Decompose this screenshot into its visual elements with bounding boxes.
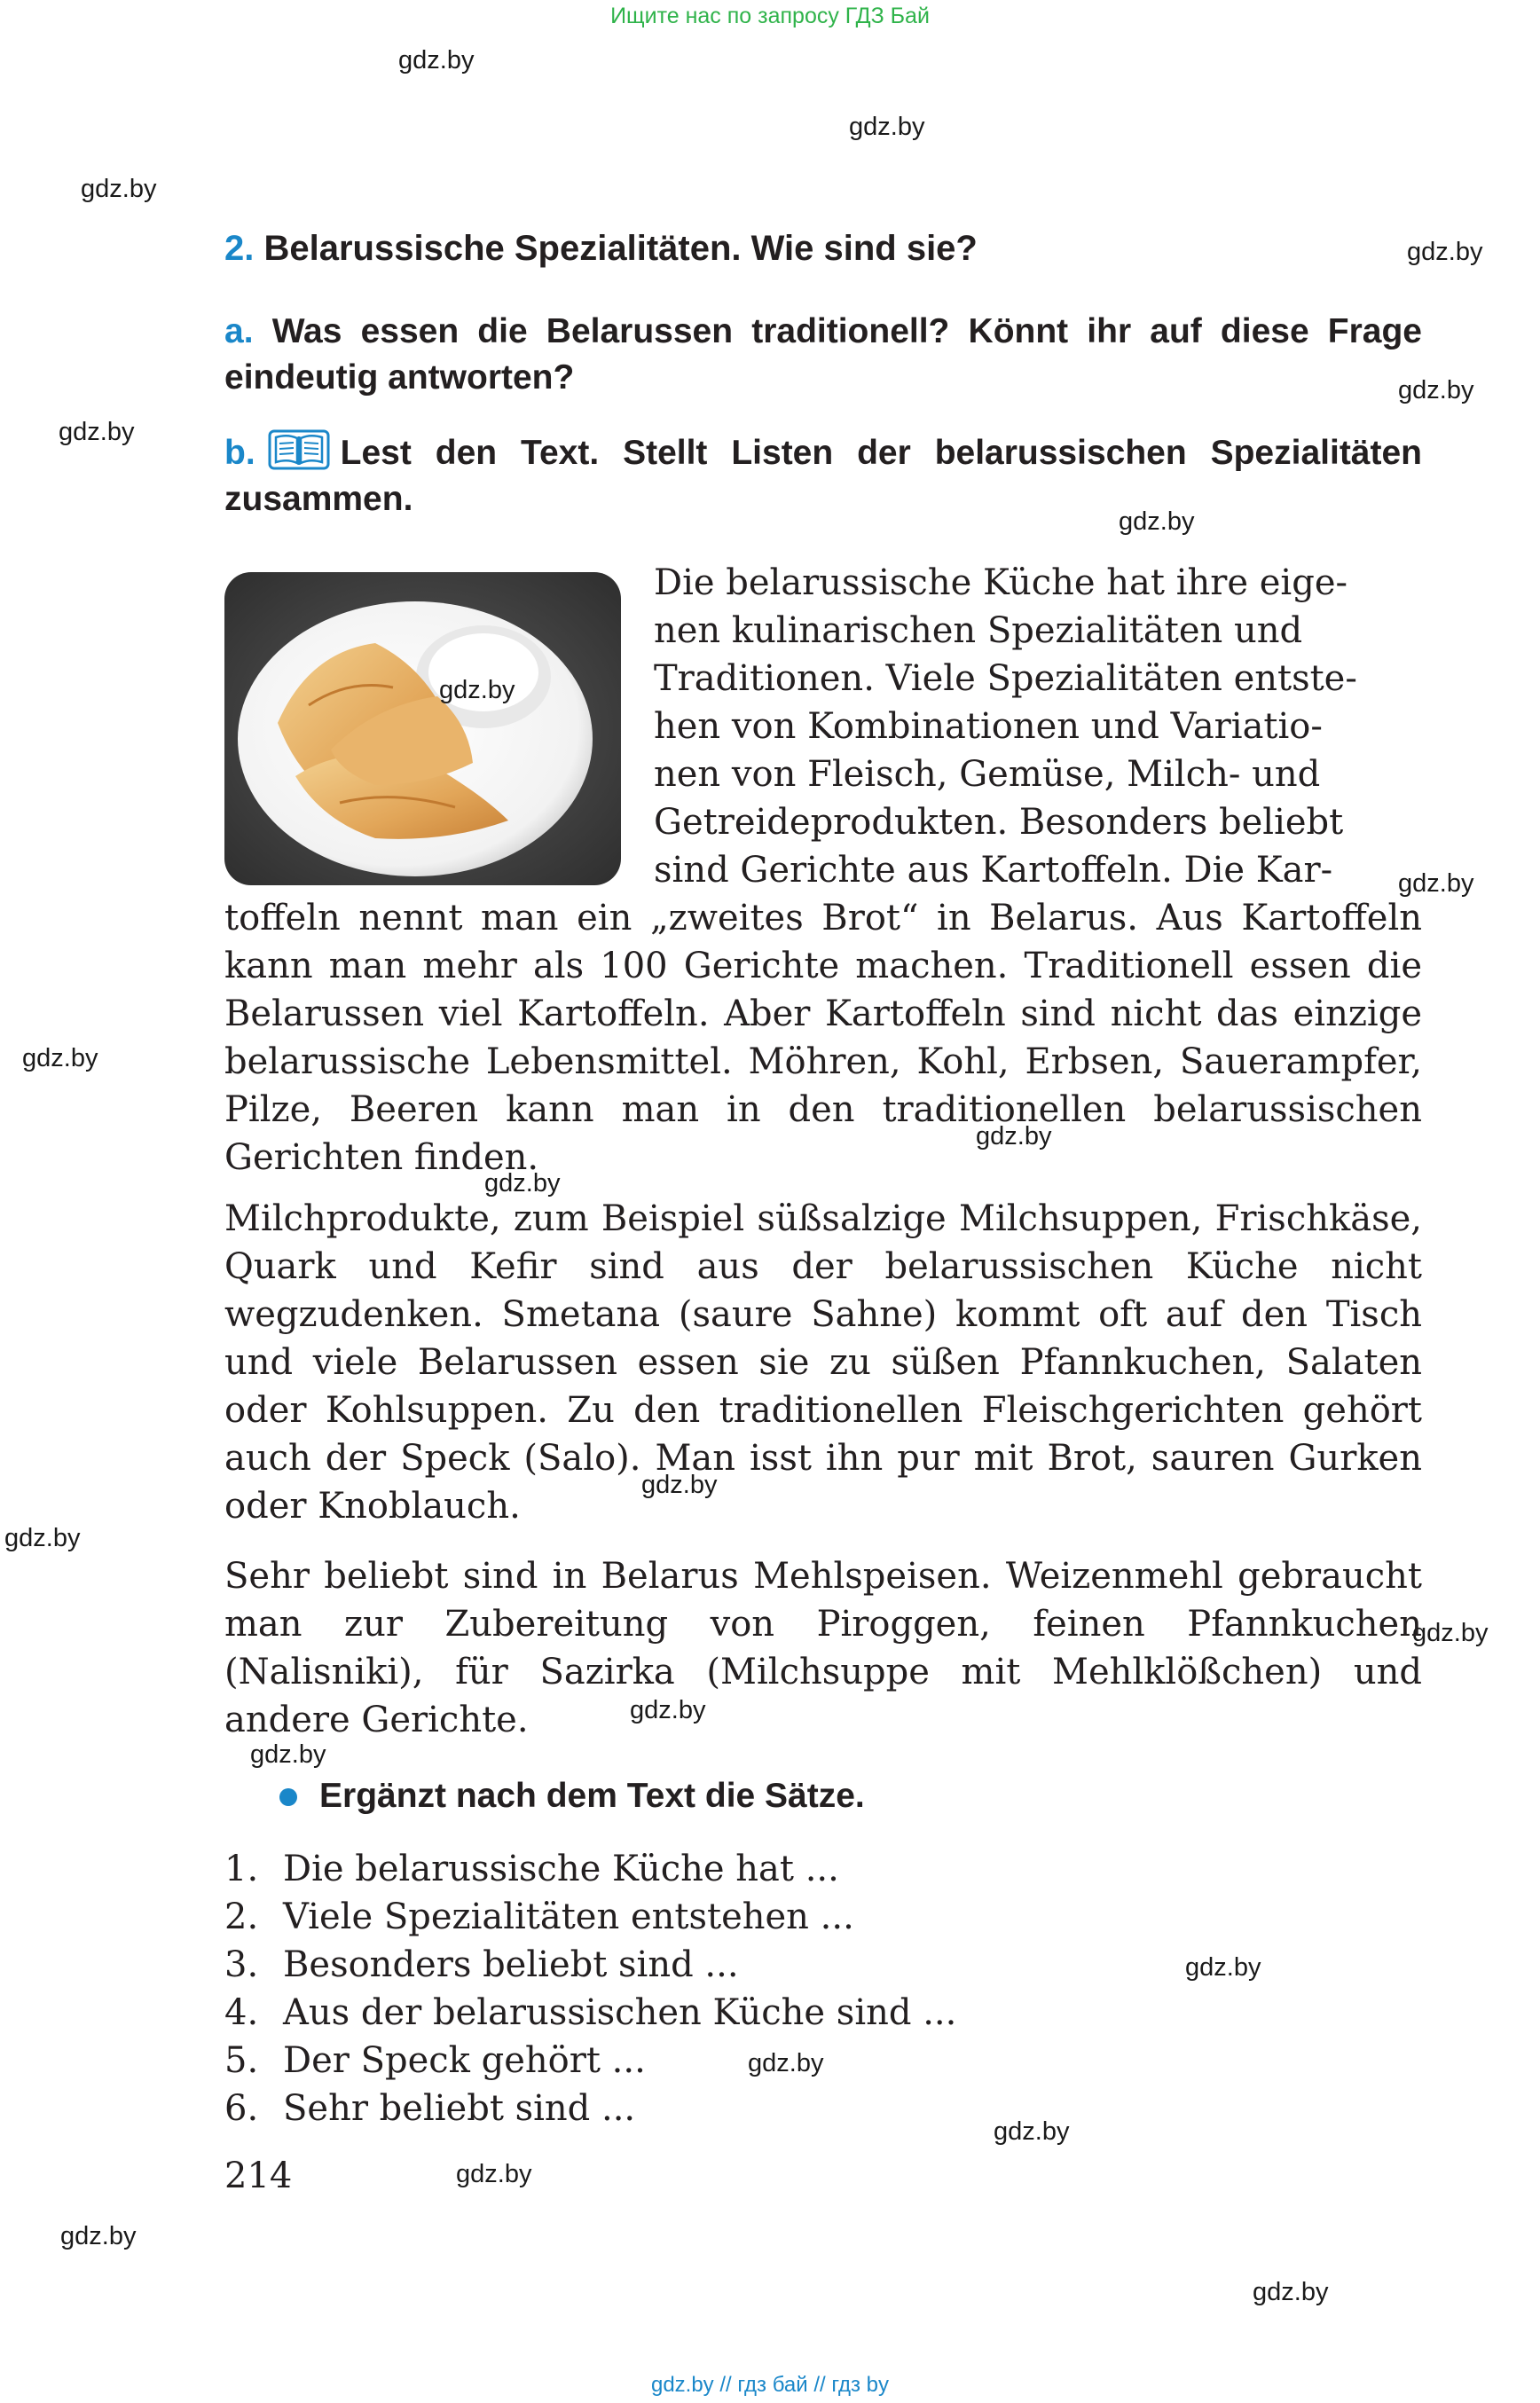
paragraph-3: Sehr beliebt sind in Belarus Mehlspeisen. Weizenmehl gebraucht man zur Zubereitung von Piroggen, feinen Pfannkuchen (Nalisniki), für Sazirka (Milchsuppe mit Mehlklößchen) und andere Gerichte. (224, 1556, 1422, 1740)
watermark: gdz.by (1407, 238, 1483, 266)
paragraph-2: Milchprodukte, zum Beispiel süßsalzige Milchsuppen, Frischkäse, Quark und Kefir sind aus der belarussischen Küche nicht wegzudenken. Smetana (saure Sahne) kommt oft auf den Tisch und viele Belarussen essen sie zu süßen Pfannkuchen, Salaten oder Kohlsuppen. Zu den traditionellen Fleischgerichten gehört auch der Speck (Salo). Man isst ihn pur mit Brot, sauren Gurken oder Knoblauch. (224, 1198, 1422, 1527)
item-text: Sehr beliebt sind ... (283, 2088, 636, 2129)
watermark: gdz.by (748, 2049, 824, 2077)
list-item (224, 1941, 956, 1989)
item-text: Die belarussische Küche hat ... (283, 1849, 839, 1889)
item-text: Der Speck gehört ... (283, 2040, 646, 2081)
item-text: Viele Spezialitäten entstehen ... (283, 1896, 854, 1937)
watermark: gdz.by (60, 2222, 137, 2250)
list-item (224, 1845, 956, 1893)
watermark: gdz.by (81, 175, 157, 203)
watermark: gdz.by (439, 676, 515, 704)
footer-links[interactable]: gdz.by // гдз бай // гдз by (650, 2373, 890, 2397)
watermark: gdz.by (849, 113, 925, 141)
subtask-b-letter: b. (224, 434, 255, 472)
paragraph-1 (224, 559, 1422, 1182)
text-line: sind Gerichte aus Kartoffeln. Die Kar- (654, 850, 1333, 891)
watermark: gdz.by (994, 2117, 1070, 2146)
bullet-icon (279, 1788, 297, 1806)
subtask-a-letter: a. (224, 312, 254, 350)
page-number: 214 (224, 2156, 293, 2196)
task-number: 2. (224, 229, 255, 268)
item-number: 2. (224, 1896, 259, 1937)
text-line: nen kulinarischen Spezialitäten und (654, 610, 1303, 651)
subtask-a (224, 309, 1422, 401)
watermark: gdz.by (59, 418, 135, 446)
item-number: 5. (224, 2040, 259, 2081)
task-title: Belarussische Spezialitäten. Wie sind sie? (263, 229, 978, 268)
item-number: 4. (224, 1992, 259, 2033)
watermark: gdz.by (1253, 2278, 1329, 2306)
text-line: hen von Kombinationen und Variatio- (654, 706, 1323, 747)
task-heading (224, 229, 978, 269)
watermark: gdz.by (1119, 507, 1195, 536)
exercise-instruction: Ergänzt nach dem Text die Sätze. (319, 1777, 865, 1815)
watermark: gdz.by (250, 1740, 326, 1769)
item-text: Besonders beliebt sind ... (283, 1944, 739, 1985)
list-item (224, 2037, 956, 2085)
watermark: gdz.by (398, 46, 475, 75)
watermark: gdz.by (641, 1471, 718, 1499)
watermark: gdz.by (1398, 869, 1474, 898)
list-item (224, 1989, 956, 2037)
top-banner[interactable]: Ищите нас по запросу ГДЗ Бай (610, 4, 930, 28)
watermark: gdz.by (1398, 376, 1474, 404)
list-item (224, 1893, 956, 1941)
watermark: gdz.by (1412, 1619, 1489, 1647)
subtask-b-text: Lest den Text. Stellt Listen der belarussischen Spezialitäten zusammen. (224, 434, 1422, 518)
text-line: nen von Fleisch, Gemüse, Milch- und (654, 754, 1321, 795)
book-icon (268, 429, 330, 470)
watermark: gdz.by (22, 1044, 98, 1072)
subtask-b (224, 429, 1422, 522)
text-line: Die belarussische Küche hat ihre eige- (654, 562, 1348, 603)
item-number: 3. (224, 1944, 259, 1985)
watermark: gdz.by (976, 1122, 1052, 1150)
watermark: gdz.by (456, 2160, 532, 2188)
text-line: Traditionen. Viele Spezialitäten entste- (654, 658, 1357, 699)
exercise-list (224, 1845, 956, 2132)
item-number: 1. (224, 1849, 259, 1889)
item-number: 6. (224, 2088, 259, 2129)
watermark: gdz.by (630, 1696, 706, 1724)
text-line: Getreideprodukten. Besonders beliebt (654, 802, 1344, 843)
watermark: gdz.by (4, 1524, 81, 1552)
list-item (224, 2085, 956, 2132)
paragraph-1-rest: toffeln nennt man ein „zweites Brot“ in Belarus. Aus Kartoffeln kann man mehr als 100 Gerichte machen. Traditionell essen die Belarussen viel Kartoffeln. Aber Kartoffeln sind nicht das einzige belarussische Lebensmittel. Möhren, Kohl, Erbsen, Sauerampfer, Pilze, Beeren kann man in den traditionellen belarussischen Gerichten finden. (224, 898, 1422, 1178)
subtask-a-text: Was essen die Belarussen traditionell? Könnt ihr auf diese Frage eindeutig antworten? (224, 312, 1423, 397)
watermark: gdz.by (1185, 1953, 1261, 1982)
watermark: gdz.by (484, 1169, 561, 1198)
item-text: Aus der belarussischen Küche sind ... (283, 1992, 957, 2033)
